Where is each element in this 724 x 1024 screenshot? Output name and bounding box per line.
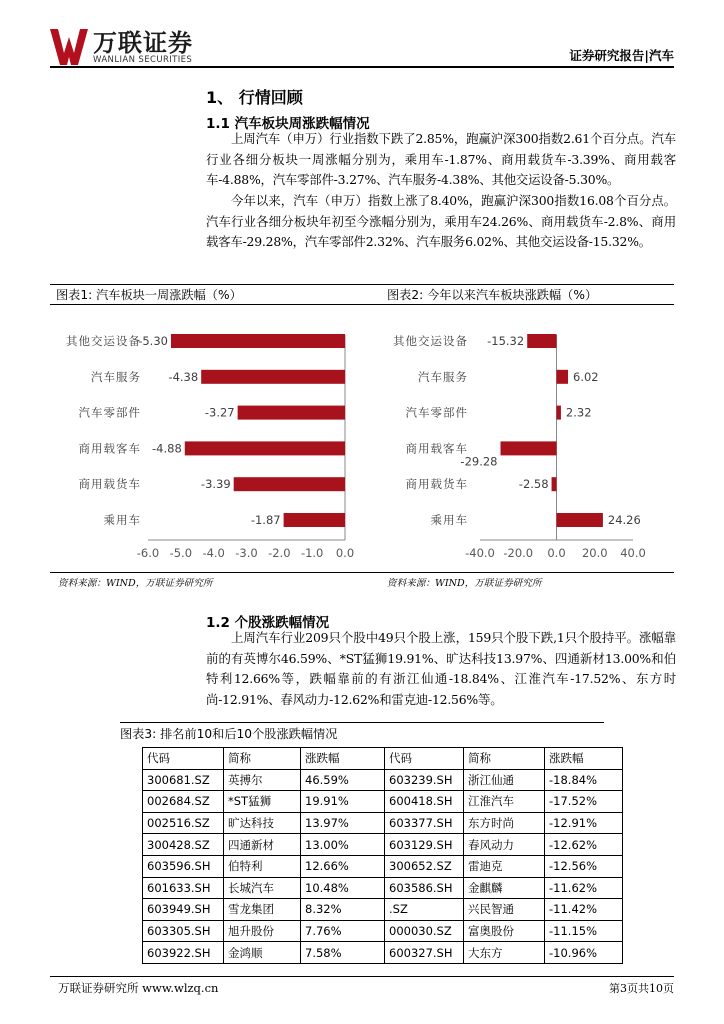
bar	[234, 477, 345, 491]
cell-code: 603596.SH	[143, 855, 224, 877]
footer-divider	[50, 976, 674, 977]
stock-change-table	[142, 747, 623, 964]
figure-title-rule	[50, 304, 674, 305]
x-tick-label: -3.0	[235, 546, 258, 560]
data-label: -15.32	[487, 334, 525, 348]
cell-name: 春风动力	[464, 834, 545, 856]
category-label: 其他交运设备	[66, 334, 141, 348]
cell-name: 金麒麟	[464, 877, 545, 899]
category-label: 乘用车	[103, 513, 141, 527]
chart-weekly-change	[50, 306, 370, 570]
cell-change: -17.52%	[545, 791, 623, 813]
cell-change: -11.62%	[545, 877, 623, 899]
subsection-title-1-2: 1.2 个股涨跌幅情况	[206, 615, 330, 631]
header-change: 涨跌幅	[301, 748, 385, 770]
paragraph-weekly: 上周汽车（申万）行业指数下跌了2.85%，跑赢沪深300指数2.61个百分点。汽车行业各细分板块一周涨幅分别为，乘用车-1.87%、商用载货车-3.39%、商用载客车-4.88%，汽车零部件-3.27%、汽车服务-4.38%、其他交运设备-5.30%。	[206, 131, 676, 187]
cell-code: 300428.SZ	[143, 834, 224, 856]
cell-code: 603922.SH	[143, 942, 224, 964]
bar	[171, 334, 345, 348]
cell-code: 601633.SH	[143, 877, 224, 899]
category-label: 商用载客车	[405, 441, 468, 456]
category-label: 汽车零部件	[405, 405, 468, 420]
cell-change: -11.42%	[545, 899, 623, 921]
cell-name: 雷迪克	[464, 855, 545, 877]
cell-name: 旷达科技	[224, 812, 301, 834]
category-label: 商用载货车	[405, 477, 468, 492]
cell-code: 603129.SH	[385, 834, 464, 856]
data-label: -3.27	[204, 405, 235, 420]
cell-change: -10.96%	[545, 942, 623, 964]
table-header-row	[143, 748, 623, 770]
header-code: 代码	[143, 748, 224, 770]
bar	[557, 370, 569, 384]
x-tick-label: -40.0	[465, 546, 495, 560]
figure-1-source: 资料来源：WIND，万联证券研究所	[58, 578, 213, 589]
table-row	[143, 899, 623, 921]
data-label: -29.28	[460, 454, 498, 469]
table-title: 图表3: 排名前10和后10个股涨跌幅情况	[120, 727, 338, 741]
cell-code: 603586.SH	[385, 877, 464, 899]
figure-2-source: 资料来源：WIND，万联证券研究所	[387, 578, 542, 589]
page-number: 第3页共10页	[609, 982, 674, 995]
cell-code: 603377.SH	[385, 812, 464, 834]
cell-change: 7.58%	[301, 942, 385, 964]
cell-change: 7.76%	[301, 920, 385, 942]
cell-name: 大东方	[464, 942, 545, 964]
cell-change: 13.00%	[301, 834, 385, 856]
cell-name: 江淮汽车	[464, 791, 545, 813]
bar	[527, 334, 556, 348]
cell-name: 长城汽车	[224, 877, 301, 899]
category-label: 商用载客车	[78, 441, 141, 456]
cell-change: -12.62%	[545, 834, 623, 856]
figure-1-title: 图表1: 汽车板块一周涨跌幅（%）	[56, 288, 242, 302]
wanlian-logo-icon	[50, 29, 88, 65]
table-row	[143, 791, 623, 813]
x-tick-label: -2.0	[268, 546, 291, 560]
category-label: 汽车服务	[418, 369, 468, 384]
cell-code: 600327.SH	[385, 942, 464, 964]
x-tick-label: -6.0	[136, 546, 160, 560]
cell-code: 600418.SH	[385, 791, 464, 813]
data-label: -4.88	[152, 441, 182, 456]
bar	[201, 370, 345, 384]
data-label: -4.38	[168, 369, 199, 384]
bar	[501, 441, 557, 455]
cell-name: 旭升股份	[224, 920, 301, 942]
header-name: 简称	[464, 748, 545, 770]
table-row	[143, 920, 623, 942]
paragraph-stocks: 上周汽车行业209只个股中49只个股上涨，159只个股下跌,1只个股持平。涨幅靠前的有英博尔46.59%、*ST猛狮19.91%、旷达科技13.97%、四通新材13.00%和伯特利12.66%等，跌幅靠前的有浙江仙通-18.84%、江淮汽车-17.52%、东方时尚-12.91%、春风动力-12.62%和雷克迪-12.56%等。	[206, 630, 676, 707]
cell-name: *ST猛狮	[224, 791, 301, 813]
x-tick-label: -1.0	[300, 546, 324, 560]
cell-name: 英搏尔	[224, 769, 301, 791]
cell-code: .SZ	[385, 899, 464, 921]
cell-change: -12.91%	[545, 812, 623, 834]
cell-change: 13.97%	[301, 812, 385, 834]
cell-name: 东方时尚	[464, 812, 545, 834]
table-row	[143, 942, 623, 964]
category-label: 汽车零部件	[78, 405, 141, 420]
x-tick-label: 40.0	[620, 546, 646, 560]
bar	[557, 513, 603, 527]
data-label: -5.30	[138, 334, 168, 348]
header-code: 代码	[385, 748, 464, 770]
x-tick-label: -20.0	[503, 546, 534, 560]
subsection-title-1-1: 1.1 汽车板块周涨跌幅情况	[206, 116, 370, 132]
table-top-rule	[120, 722, 604, 723]
cell-change: 19.91%	[301, 791, 385, 813]
figure-bottom-rule	[50, 572, 674, 573]
bar	[552, 477, 557, 491]
cell-code: 300681.SZ	[143, 769, 224, 791]
table-row	[143, 769, 623, 791]
footer-source: 万联证券研究所 www.wlzq.cn	[58, 981, 219, 995]
cell-change: -11.15%	[545, 920, 623, 942]
figure-2-title: 图表2: 今年以来汽车板块涨跌幅（%）	[387, 288, 598, 302]
data-label: -2.58	[518, 477, 549, 492]
cell-name: 兴民智通	[464, 899, 545, 921]
bar	[557, 406, 561, 420]
section-title: 1、 行情回顾	[206, 88, 303, 107]
cell-code: 603239.SH	[385, 769, 464, 791]
cell-code: 603305.SH	[143, 920, 224, 942]
x-tick-label: 20.0	[581, 546, 608, 560]
cell-name: 伯特利	[224, 855, 301, 877]
header-name: 简称	[224, 748, 301, 770]
cell-change: 8.32%	[301, 899, 385, 921]
table-row	[143, 877, 623, 899]
data-label: -3.39	[200, 477, 231, 492]
cell-code: 002684.SZ	[143, 791, 224, 813]
paragraph-ytd: 今年以来，汽车（申万）指数上涨了8.40%，跑赢沪深300指数16.08个百分点。汽车行业各细分板块年初至今涨幅分别为，乘用车24.26%、商用载货车-2.8%、商用载客车-29.28%，汽车零部件2.32%、汽车服务6.02%、其他交运设备-15.32%。	[206, 193, 676, 249]
data-label: 2.32	[565, 405, 592, 420]
cell-name: 雪龙集团	[224, 899, 301, 921]
cell-name: 富奥股份	[464, 920, 545, 942]
cell-change: 12.66%	[301, 855, 385, 877]
cell-change: 46.59%	[301, 769, 385, 791]
bar	[284, 513, 345, 527]
cell-code: 000030.SZ	[385, 920, 464, 942]
cell-code: 002516.SZ	[143, 812, 224, 834]
category-label: 其他交运设备	[393, 334, 468, 348]
cell-change: 10.48%	[301, 877, 385, 899]
cell-change: -12.56%	[545, 855, 623, 877]
bar	[238, 406, 345, 420]
x-tick-label: -5.0	[169, 546, 193, 560]
header-change: 涨跌幅	[545, 748, 623, 770]
brand-name-cn: 万联证券	[93, 29, 193, 57]
chart-ytd-change	[380, 306, 674, 570]
data-label: 6.02	[573, 369, 599, 384]
data-label: 24.26	[607, 513, 641, 527]
cell-code: 603949.SH	[143, 899, 224, 921]
cell-name: 四通新材	[224, 834, 301, 856]
x-tick-label: 0.0	[547, 546, 566, 560]
report-type: 证券研究报告|汽车	[569, 48, 674, 63]
cell-name: 金鸿顺	[224, 942, 301, 964]
brand-name-en: WANLIAN SECURITIES	[93, 55, 193, 65]
table-row	[143, 812, 623, 834]
category-label: 乘用车	[430, 513, 468, 527]
cell-code: 300652.SZ	[385, 855, 464, 877]
table-row	[143, 855, 623, 877]
category-label: 商用载货车	[78, 477, 141, 492]
bar	[185, 441, 345, 455]
table-row	[143, 834, 623, 856]
cell-name: 浙江仙通	[464, 769, 545, 791]
x-tick-label: -4.0	[202, 546, 225, 560]
figure-top-rule	[50, 284, 674, 285]
header-divider	[50, 66, 674, 68]
data-label: -1.87	[250, 513, 281, 527]
cell-change: -18.84%	[545, 769, 623, 791]
x-tick-label: 0.0	[335, 546, 355, 560]
category-label: 汽车服务	[91, 369, 141, 384]
